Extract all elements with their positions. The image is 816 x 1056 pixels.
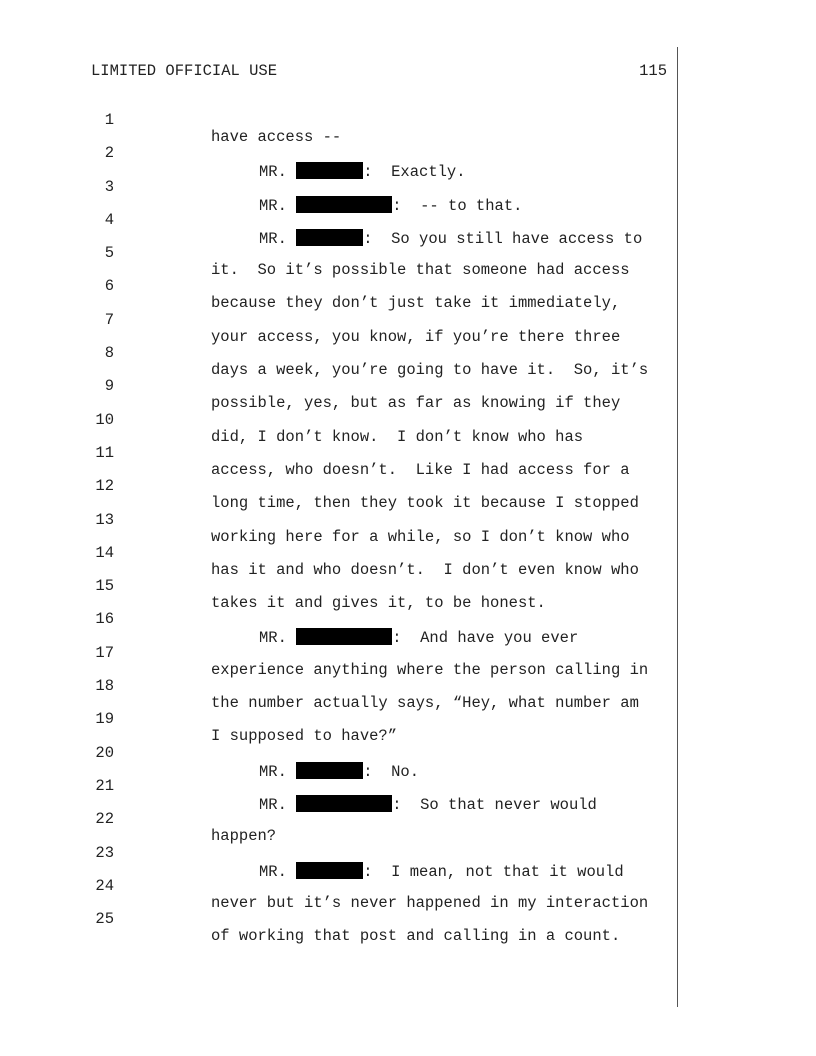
line-number: 9 (104, 377, 114, 396)
line-text: : I mean, not that it would (363, 862, 624, 881)
speaker-title: MR. (259, 163, 287, 182)
line-text: takes it and gives it, to be honest. (211, 594, 546, 613)
transcript-line (0, 728, 816, 781)
line-text: of working that post and calling in a count. (211, 927, 621, 946)
line-text: long time, then they took it because I stopped (211, 494, 639, 513)
speaker-title: MR. (259, 629, 287, 648)
line-text: working here for a while, so I don’t know who (211, 527, 630, 546)
line-number: 22 (95, 810, 114, 829)
line-number: 6 (104, 277, 114, 296)
line-number: 7 (104, 310, 114, 329)
transcript-line (0, 828, 816, 881)
line-text: the number actually says, “Hey, what number am (211, 694, 639, 713)
speaker-title: MR. (259, 229, 287, 248)
line-text: : Exactly. (363, 163, 466, 182)
line-text: access, who doesn’t. Like I had access for a (211, 460, 630, 479)
line-text: : So you still have access to (363, 229, 643, 248)
line-text: possible, yes, but as far as knowing if they (211, 394, 621, 413)
transcript-line (0, 128, 816, 182)
line-text: : -- to that. (392, 196, 523, 215)
line-number: 25 (95, 910, 114, 929)
line-number: 8 (104, 344, 114, 363)
line-number: 10 (95, 410, 114, 429)
line-text: never but it’s never happened in my interaction (211, 893, 649, 912)
line-text: experience anything where the person calling in (211, 660, 649, 679)
line-number: 17 (95, 643, 114, 662)
speaker-title: MR. (259, 762, 287, 781)
transcript-line (0, 95, 816, 146)
line-text: have access -- (211, 128, 342, 146)
transcript-line (0, 228, 816, 280)
speaker-title: MR. (259, 795, 287, 814)
line-text: has it and who doesn’t. I don’t even know who (211, 560, 639, 579)
transcript-line (0, 395, 816, 446)
line-number: 3 (104, 177, 114, 196)
transcript-line (0, 495, 816, 546)
line-text: : So that never would (392, 795, 597, 814)
transcript-line (0, 628, 816, 679)
line-number: 12 (95, 477, 114, 496)
line-text: your access, you know, if you’re there three (211, 327, 621, 346)
line-number: 16 (95, 610, 114, 629)
line-number: 4 (104, 210, 114, 229)
speaker-title: MR. (259, 862, 287, 881)
transcript-line (0, 261, 816, 313)
line-text: days a week, you’re going to have it. So, it’s (211, 361, 649, 380)
transcript-line (0, 361, 816, 413)
line-text: : No. (363, 762, 420, 781)
transcript-line (0, 594, 816, 648)
transcript-line (0, 661, 816, 713)
line-number: 19 (95, 710, 114, 729)
line-number: 18 (95, 677, 114, 696)
transcript-line (0, 794, 816, 846)
transcript-line (0, 162, 816, 215)
transcript-line (0, 861, 816, 912)
line-text: did, I don’t know. I don’t know who has (211, 427, 584, 446)
line-number: 23 (95, 843, 114, 862)
transcript-line (0, 428, 816, 479)
transcript-line (0, 195, 816, 248)
classification-header: LIMITED OFFICIAL USE (91, 62, 278, 80)
transcript-line (0, 894, 816, 946)
transcript-line (0, 328, 816, 380)
line-text: : And have you ever (392, 629, 579, 648)
line-number: 5 (104, 244, 114, 263)
page-number: 115 (639, 62, 667, 80)
transcript-body (0, 95, 816, 946)
line-number: 11 (95, 443, 114, 462)
transcript-line (0, 295, 816, 346)
line-text: because they don’t just take it immediately, (211, 294, 621, 313)
transcript-line (0, 561, 816, 613)
line-number: 21 (95, 776, 114, 795)
line-number: 14 (95, 543, 114, 562)
line-text: it. So it’s possible that someone had access (211, 261, 630, 280)
transcript-line (0, 694, 816, 746)
speaker-title: MR. (259, 196, 287, 215)
line-number: 20 (95, 743, 114, 762)
line-text: happen? (211, 827, 277, 846)
line-number: 13 (95, 510, 114, 529)
line-text: I supposed to have?” (211, 727, 398, 746)
line-number: 24 (95, 876, 114, 895)
transcript-line (0, 461, 816, 513)
line-number: 15 (95, 577, 114, 596)
line-number: 2 (104, 144, 114, 163)
transcript-line (0, 761, 816, 814)
transcript-line (0, 528, 816, 579)
line-number: 1 (104, 111, 114, 129)
